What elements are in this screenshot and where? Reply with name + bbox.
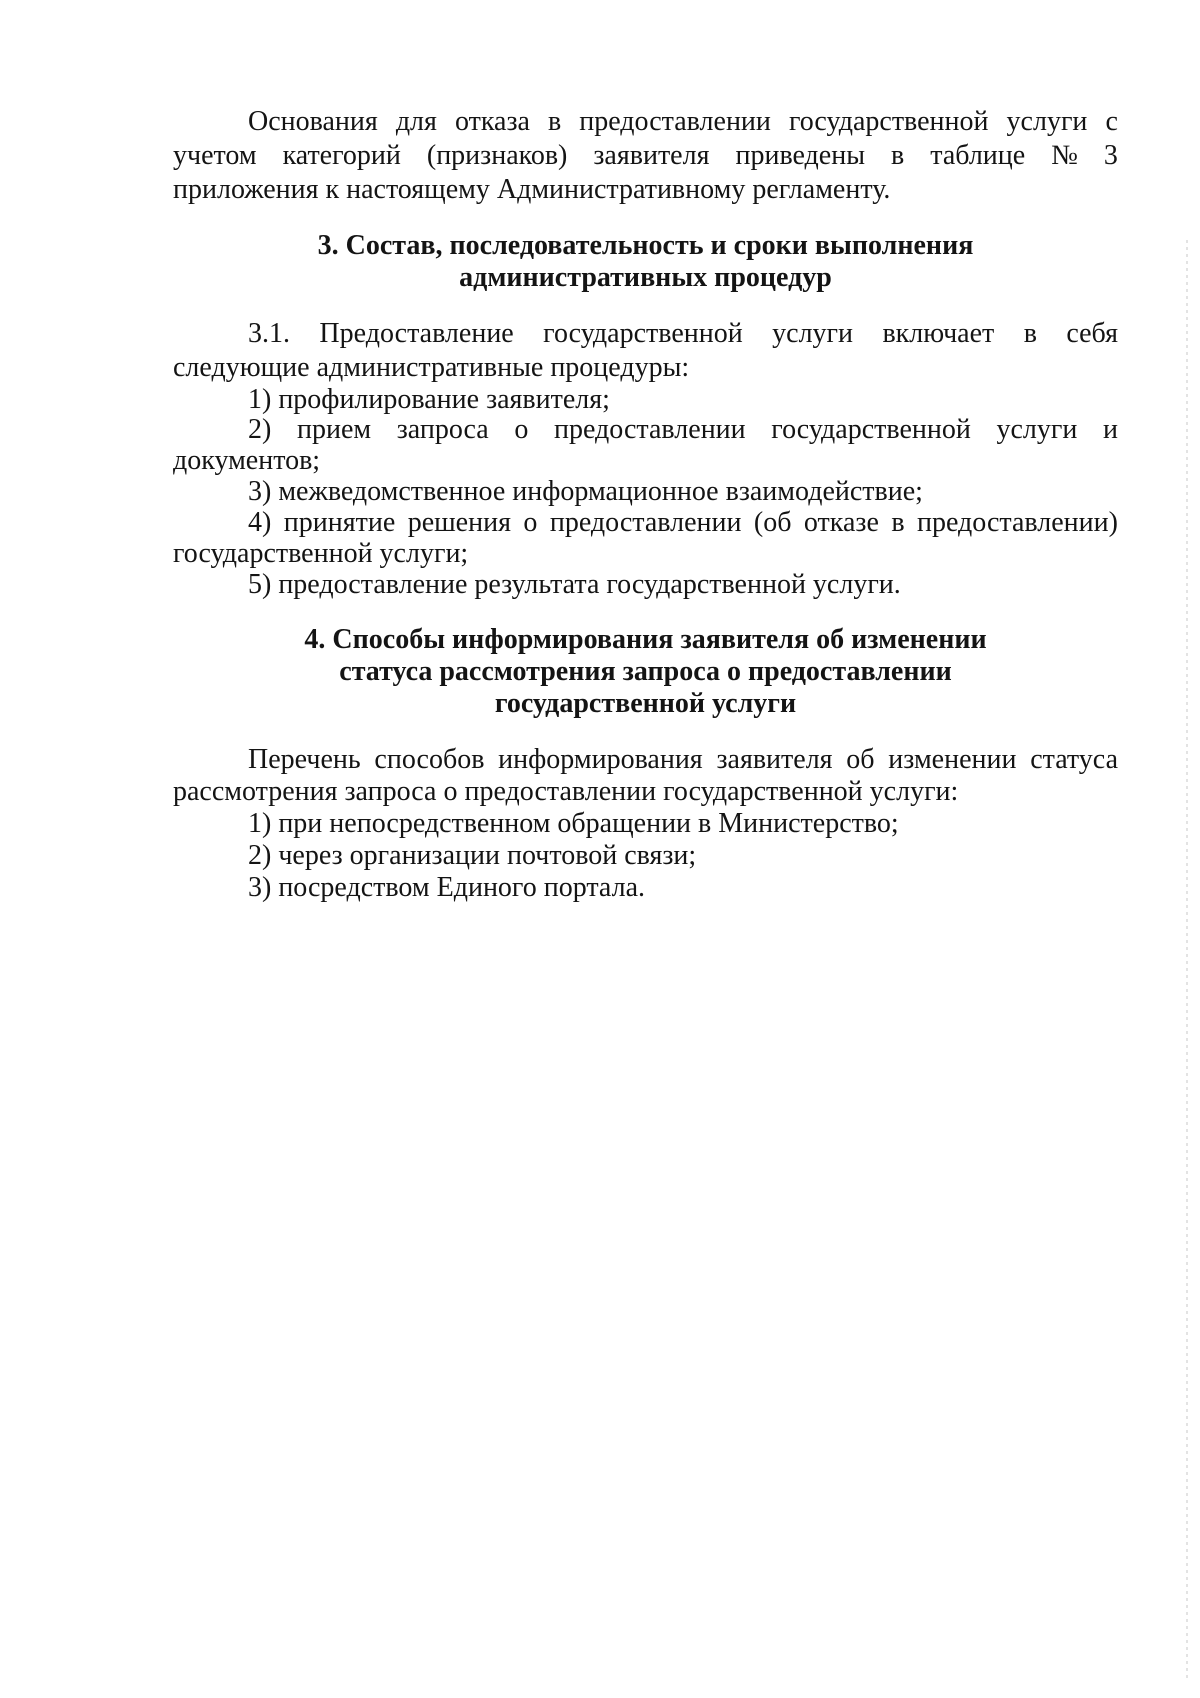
procedure-item-4-line-2: государственной услуги; xyxy=(173,538,469,569)
word: учетом xyxy=(173,140,257,171)
word: для xyxy=(395,106,437,137)
word: предоставлении xyxy=(579,106,771,137)
word: Перечень xyxy=(248,744,361,775)
procedure-item-3: 3) межведомственное информационное взаимодействие; xyxy=(248,476,923,507)
procedure-item-5: 5) предоставление результата государственной услуги. xyxy=(248,569,901,600)
word: изменении xyxy=(888,744,1017,775)
word: 4) xyxy=(248,507,272,538)
word: способов xyxy=(374,744,485,775)
word: государственной xyxy=(543,318,743,349)
word: решения xyxy=(407,507,511,538)
scan-edge-artifact xyxy=(1186,240,1188,1680)
word: услуги xyxy=(772,318,854,349)
word: услуги xyxy=(996,414,1078,445)
word: 3.1. xyxy=(248,318,290,349)
procedure-item-4-line-1 xyxy=(248,507,1118,539)
word: в xyxy=(547,106,562,137)
section-4-heading-line-1: 4. Способы информирования заявителя об изменении xyxy=(304,624,987,655)
word: таблице xyxy=(930,140,1026,171)
section-3-paragraph-line-2: следующие административные процедуры: xyxy=(173,352,690,383)
refusal-paragraph-line-3: приложения к настоящему Административному регламенту. xyxy=(173,174,891,205)
section-3-paragraph-line-1 xyxy=(248,318,1118,350)
word: государственной xyxy=(788,106,989,137)
word: услуги xyxy=(1006,106,1088,137)
word: о xyxy=(514,414,529,445)
word: в xyxy=(1023,318,1037,349)
word: предоставлении xyxy=(549,507,742,538)
word: заявителя xyxy=(593,140,710,171)
word: себя xyxy=(1066,318,1118,349)
word: 2) xyxy=(248,414,272,445)
refusal-paragraph-line-1 xyxy=(248,106,1118,138)
word: предоставлении xyxy=(554,414,746,445)
procedure-item-2-line-2: документов; xyxy=(173,445,321,476)
section-4-heading-line-2: статуса рассмотрения запроса о предоставлении xyxy=(339,656,952,687)
procedure-item-1: 1) профилирование заявителя; xyxy=(248,384,610,415)
word: запроса xyxy=(396,414,489,445)
word: (признаков) xyxy=(426,140,568,171)
procedure-item-2-line-1 xyxy=(248,414,1118,446)
refusal-paragraph-line-2 xyxy=(173,140,1118,172)
section-4-paragraph-line-1 xyxy=(248,744,1118,776)
word: (об xyxy=(753,507,792,538)
word: с xyxy=(1105,106,1118,137)
word: № xyxy=(1051,140,1078,171)
word: о xyxy=(523,507,538,538)
inform-method-item-2: 2) через организации почтовой связи; xyxy=(248,840,697,871)
word: категорий xyxy=(282,140,401,171)
word: информирования xyxy=(498,744,703,775)
section-3-heading-line-2: административных процедур xyxy=(459,262,832,293)
word: принятие xyxy=(283,507,396,538)
section-4-heading-line-3: государственной услуги xyxy=(494,688,797,719)
word: Предоставление xyxy=(319,318,514,349)
word: заявителя xyxy=(716,744,833,775)
word: Основания xyxy=(248,106,378,137)
inform-method-item-1: 1) при непосредственном обращении в Министерство; xyxy=(248,808,899,839)
section-3-heading-line-1: 3. Состав, последовательность и сроки выполнения xyxy=(317,230,974,261)
word: предоставлении) xyxy=(916,507,1118,538)
word: государственной xyxy=(771,414,971,445)
word: прием xyxy=(296,414,372,445)
word: и xyxy=(1103,414,1118,445)
word: в xyxy=(891,140,905,171)
word: отказе xyxy=(803,507,879,538)
section-4-paragraph-line-2: рассмотрения запроса о предоставлении государственной услуги: xyxy=(173,776,959,807)
word: в xyxy=(891,507,905,538)
inform-method-item-3: 3) посредством Единого портала. xyxy=(248,872,645,903)
word: включает xyxy=(882,318,995,349)
word: об xyxy=(846,744,875,775)
word: приведены xyxy=(735,140,866,171)
word: 3 xyxy=(1103,140,1118,171)
word: статуса xyxy=(1030,744,1118,775)
word: отказа xyxy=(454,106,530,137)
